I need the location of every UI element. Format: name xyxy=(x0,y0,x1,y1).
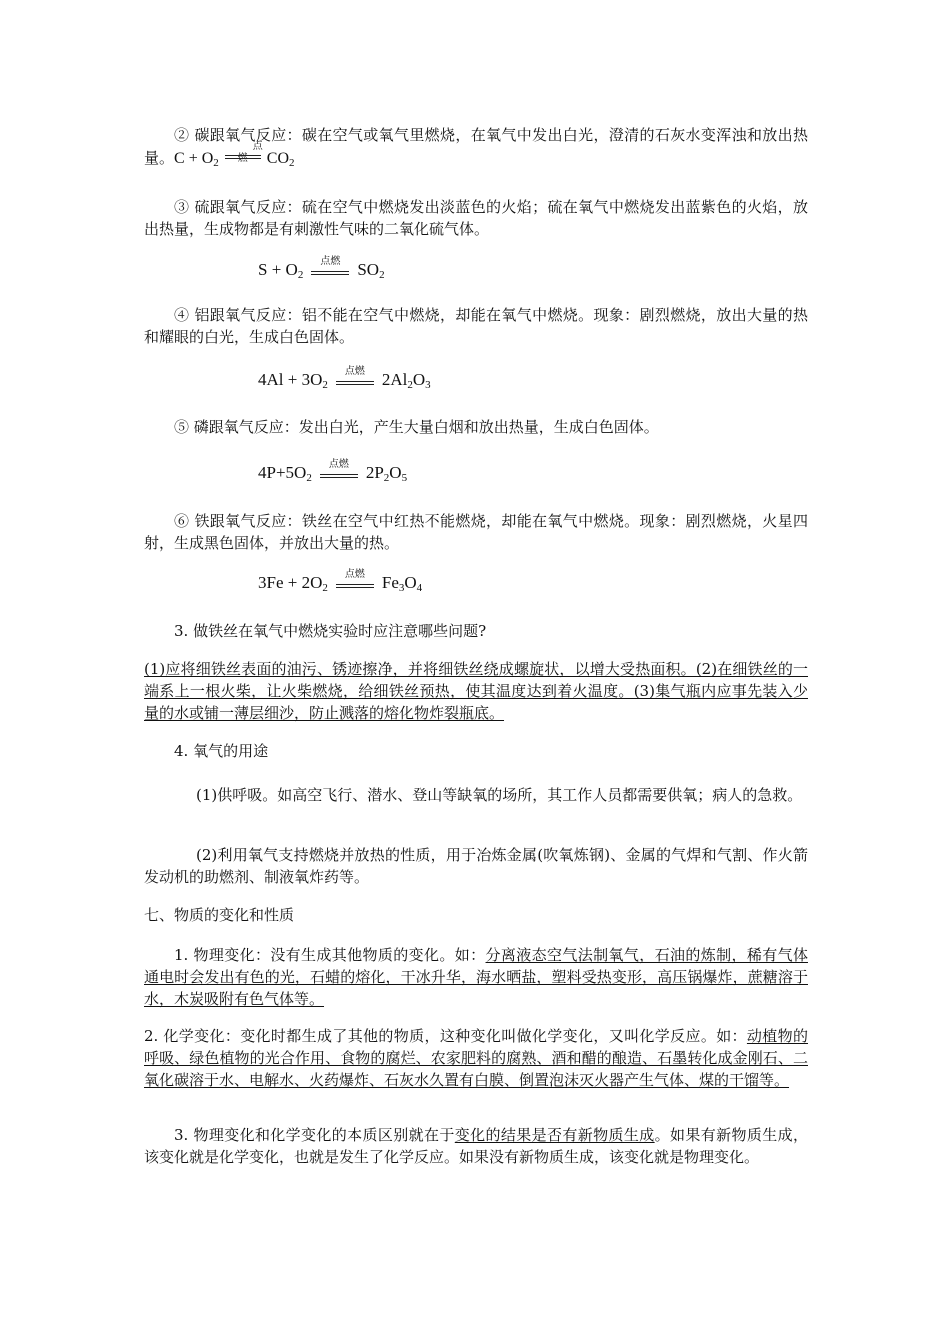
phosphorus-equation: $4P+5O_2$ 点燃 $2P_2O_5$ xyxy=(258,459,407,487)
carbon-text: ② 碳跟氧气反应：碳在空气或氧气里燃烧，在氧气中发出白光，澄清的石灰水变浑浊和放出热量。 xyxy=(144,126,808,167)
uses-item-1: (1)供呼吸。如高空飞行、潜水、登山等缺氧的场所，其工作人员都需要供氧；病人的急救。 xyxy=(196,786,803,804)
iron-paragraph: ⑥ 铁跟氧气反应：铁丝在空气中红热不能燃烧，却能在氧气中燃烧。现象：剧烈燃烧，火星四射，生成黑色固体，并放出大量的热。 xyxy=(144,512,808,552)
uses-heading: 4. 氧气的用途 xyxy=(174,742,269,760)
sulfur-equation: $S + O_2$ 点燃 $SO_2$ xyxy=(258,256,385,284)
aluminum-equation: $4Al + 3O_2$ 点燃 $2Al_2O_3$ xyxy=(258,366,431,394)
distinction-paragraph: 3. 物理变化和化学变化的本质区别就在于变化的结果是否有新物质生成。如果有新物质生成，该变化就是化学变化，也就是发生了化学反应。如果没有新物质生成，该变化就是物理变化。 xyxy=(144,1126,808,1166)
reaction-condition: 点燃 xyxy=(334,572,376,596)
q3-answer: (1)应将细铁丝表面的油污、锈迹擦净，并将细铁丝绕成螺旋状，以增大受热面积。(2)在细铁丝的一端系上一根火柴，让火柴燃烧，给细铁丝预热，使其温度达到着火温度。(3)集气瓶内应事先装入少量的水或铺一薄层细沙，防止溅落的熔化物炸裂瓶底。 xyxy=(144,660,808,722)
phosphorus-paragraph: ⑤ 磷跟氧气反应：发出白光，产生大量白烟和放出热量，生成白色固体。 xyxy=(174,418,659,436)
physical-examples: 分离液态空气法制氧气，石油的炼制，稀有气体通电时会发出有色的光，石蜡的熔化，干冰升华，海水晒盐，塑料受热变形，高压锅爆炸，蔗糖溶于水，木炭吸附有色气体等。 xyxy=(144,946,808,1008)
chapter7-heading: 七、物质的变化和性质 xyxy=(144,906,295,924)
carbon-equation: $C + O_2$ 点燃 $CO_2$ xyxy=(174,141,295,169)
iron-equation: $3Fe + 2O_2$ 点燃 $Fe_3O_4$ xyxy=(258,569,422,597)
uses-item-2: (2)利用氧气支持燃烧并放热的性质，用于冶炼金属(吹氧炼钢)、金属的气焊和气割、作火箭发动机的助燃剂、制液氧炸药等。 xyxy=(144,846,808,886)
reaction-condition: 点燃 xyxy=(223,146,263,166)
aluminum-paragraph: ④ 铝跟氧气反应：铝不能在空气中燃烧，却能在氧气中燃烧。现象：剧烈燃烧，放出大量的热和耀眼的白光，生成白色固体。 xyxy=(144,306,808,346)
physical-change-paragraph: 1. 物理变化：没有生成其他物质的变化。如：分离液态空气法制氧气，石油的炼制，稀有气体通电时会发出有色的光，石蜡的熔化，干冰升华，海水晒盐，塑料受热变形，高压锅爆炸，蔗糖溶于水，木炭吸附有色气体等。 xyxy=(144,946,808,1008)
chemical-examples: 动植物的呼吸、绿色植物的光合作用、食物的腐烂、农家肥料的腐熟、酒和醋的酿造、石墨转化成金刚石、二氧化碳溶于水、电解水、火药爆炸、石灰水久置有白膜、倒置泡沫灭火器产生气体、煤的干馏等。 xyxy=(144,1027,808,1089)
reaction-condition: 点燃 xyxy=(318,462,360,486)
distinction-key: 变化的结果是否有新物质生成 xyxy=(454,1126,655,1144)
reaction-condition: 点燃 xyxy=(309,259,351,283)
reaction-condition: 点燃 xyxy=(334,369,376,393)
sulfur-paragraph: ③ 硫跟氧气反应：硫在空气中燃烧发出淡蓝色的火焰；硫在氧气中燃烧发出蓝紫色的火焰，放出热量，生成物都是有刺激性气味的二氧化硫气体。 xyxy=(144,198,808,238)
q3-heading: 3. 做铁丝在氧气中燃烧实验时应注意哪些问题? xyxy=(174,622,487,640)
chemical-change-paragraph: 2. 化学变化：变化时都生成了其他的物质，这种变化叫做化学变化，又叫化学反应。如：动植物的呼吸、绿色植物的光合作用、食物的腐烂、农家肥料的腐熟、酒和醋的酿造、石墨转化成金刚石、二氧化碳溶于水、电解水、火药爆炸、石灰水久置有白膜、倒置泡沫灭火器产生气体、煤的干馏等。 xyxy=(144,1027,808,1089)
carbon-paragraph xyxy=(144,124,808,170)
